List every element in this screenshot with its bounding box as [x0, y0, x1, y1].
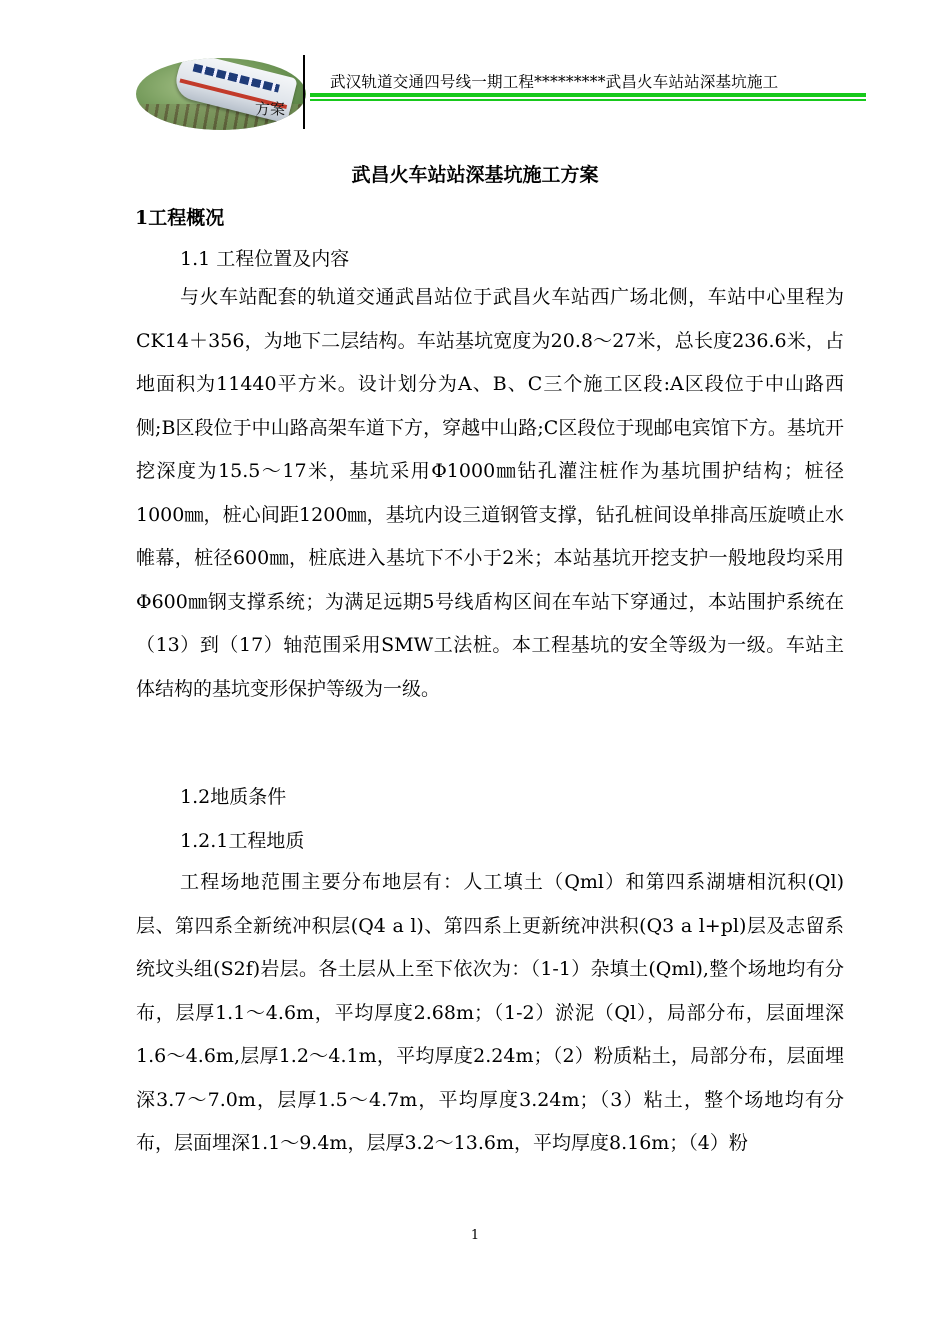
paragraph-engineering-geology: 工程场地范围主要分布地层有：人工填土（Qml）和第四系湖塘相沉积(Ql)层、第四系全新统冲积层(Q4 a l)、第四系上更新统冲洪积(Q3 a l+pl)层及志留系统坟头组(S2f)岩层。各土层从上至下依次为：（1-1）杂填土(Qml),整个场地均有分布，层厚1.1～4.6m，平均厚度2.68m；（1-2）淤泥（Ql），局部分布，层面埋深1.6～4.6m,层厚1.2～4.1m，平均厚度2.24m；（2）粉质粘土，局部分布，层面埋深3.7～7.0m，层厚1.5～4.7m，平均厚度3.24m；（3）粘土，整个场地均有分布，层面埋深1.1～9.4m，层厚3.2～13.6m，平均厚度8.16m；（4）粉 — [136, 871, 844, 1154]
page-number: 1 — [470, 1228, 480, 1243]
paragraph-project-location: 与火车站配套的轨道交通武昌站位于武昌火车站西广场北侧，车站中心里程为CK14＋356，为地下二层结构。车站基坑宽度为20.8～27米，总长度236.6米，占地面积为11440平方米。设计划分为A、B、C三个施工区段:A区段位于中山路西侧;B区段位于中山路高架车道下方，穿越中山路;C区段位于现邮电宾馆下方。基坑开挖深度为15.5～17米，基坑采用Φ1000㎜钻孔灌注桩作为基坑围护结构；桩径1000㎜，桩心间距1200㎜，基坑内设三道钢管支撑，钻孔桩间设单排高压旋喷止水帷幕，桩径600㎜，桩底进入基坑下不小于2米；本站基坑开挖支护一般地段均采用Φ600㎜钢支撑系统；为满足远期5号线盾构区间在车站下穿通过，本站围护系统在（13）到（17）轴范围采用SMW工法桩。本工程基坑的安全等级为一级。车站主体结构的基坑变形保护等级为一级。 — [136, 286, 844, 700]
logo-caption: 方案 — [255, 100, 286, 118]
header-rule-thin — [310, 99, 866, 101]
header-logo — [136, 58, 306, 130]
subsection-heading-1-2-1: 1.2.1工程地质 — [180, 830, 305, 852]
subsection-heading-1-1: 1.1 工程位置及内容 — [180, 248, 350, 270]
running-header: 武汉轨道交通四号线一期工程*********武昌火车站站深基坑施工 — [330, 73, 779, 91]
header-divider — [303, 55, 305, 129]
header-rule — [310, 93, 866, 97]
document-title: 武昌火车站站深基坑施工方案 — [351, 164, 599, 186]
subsection-heading-1-2: 1.2地质条件 — [180, 786, 287, 808]
section-heading: 1工程概况 — [135, 207, 225, 229]
